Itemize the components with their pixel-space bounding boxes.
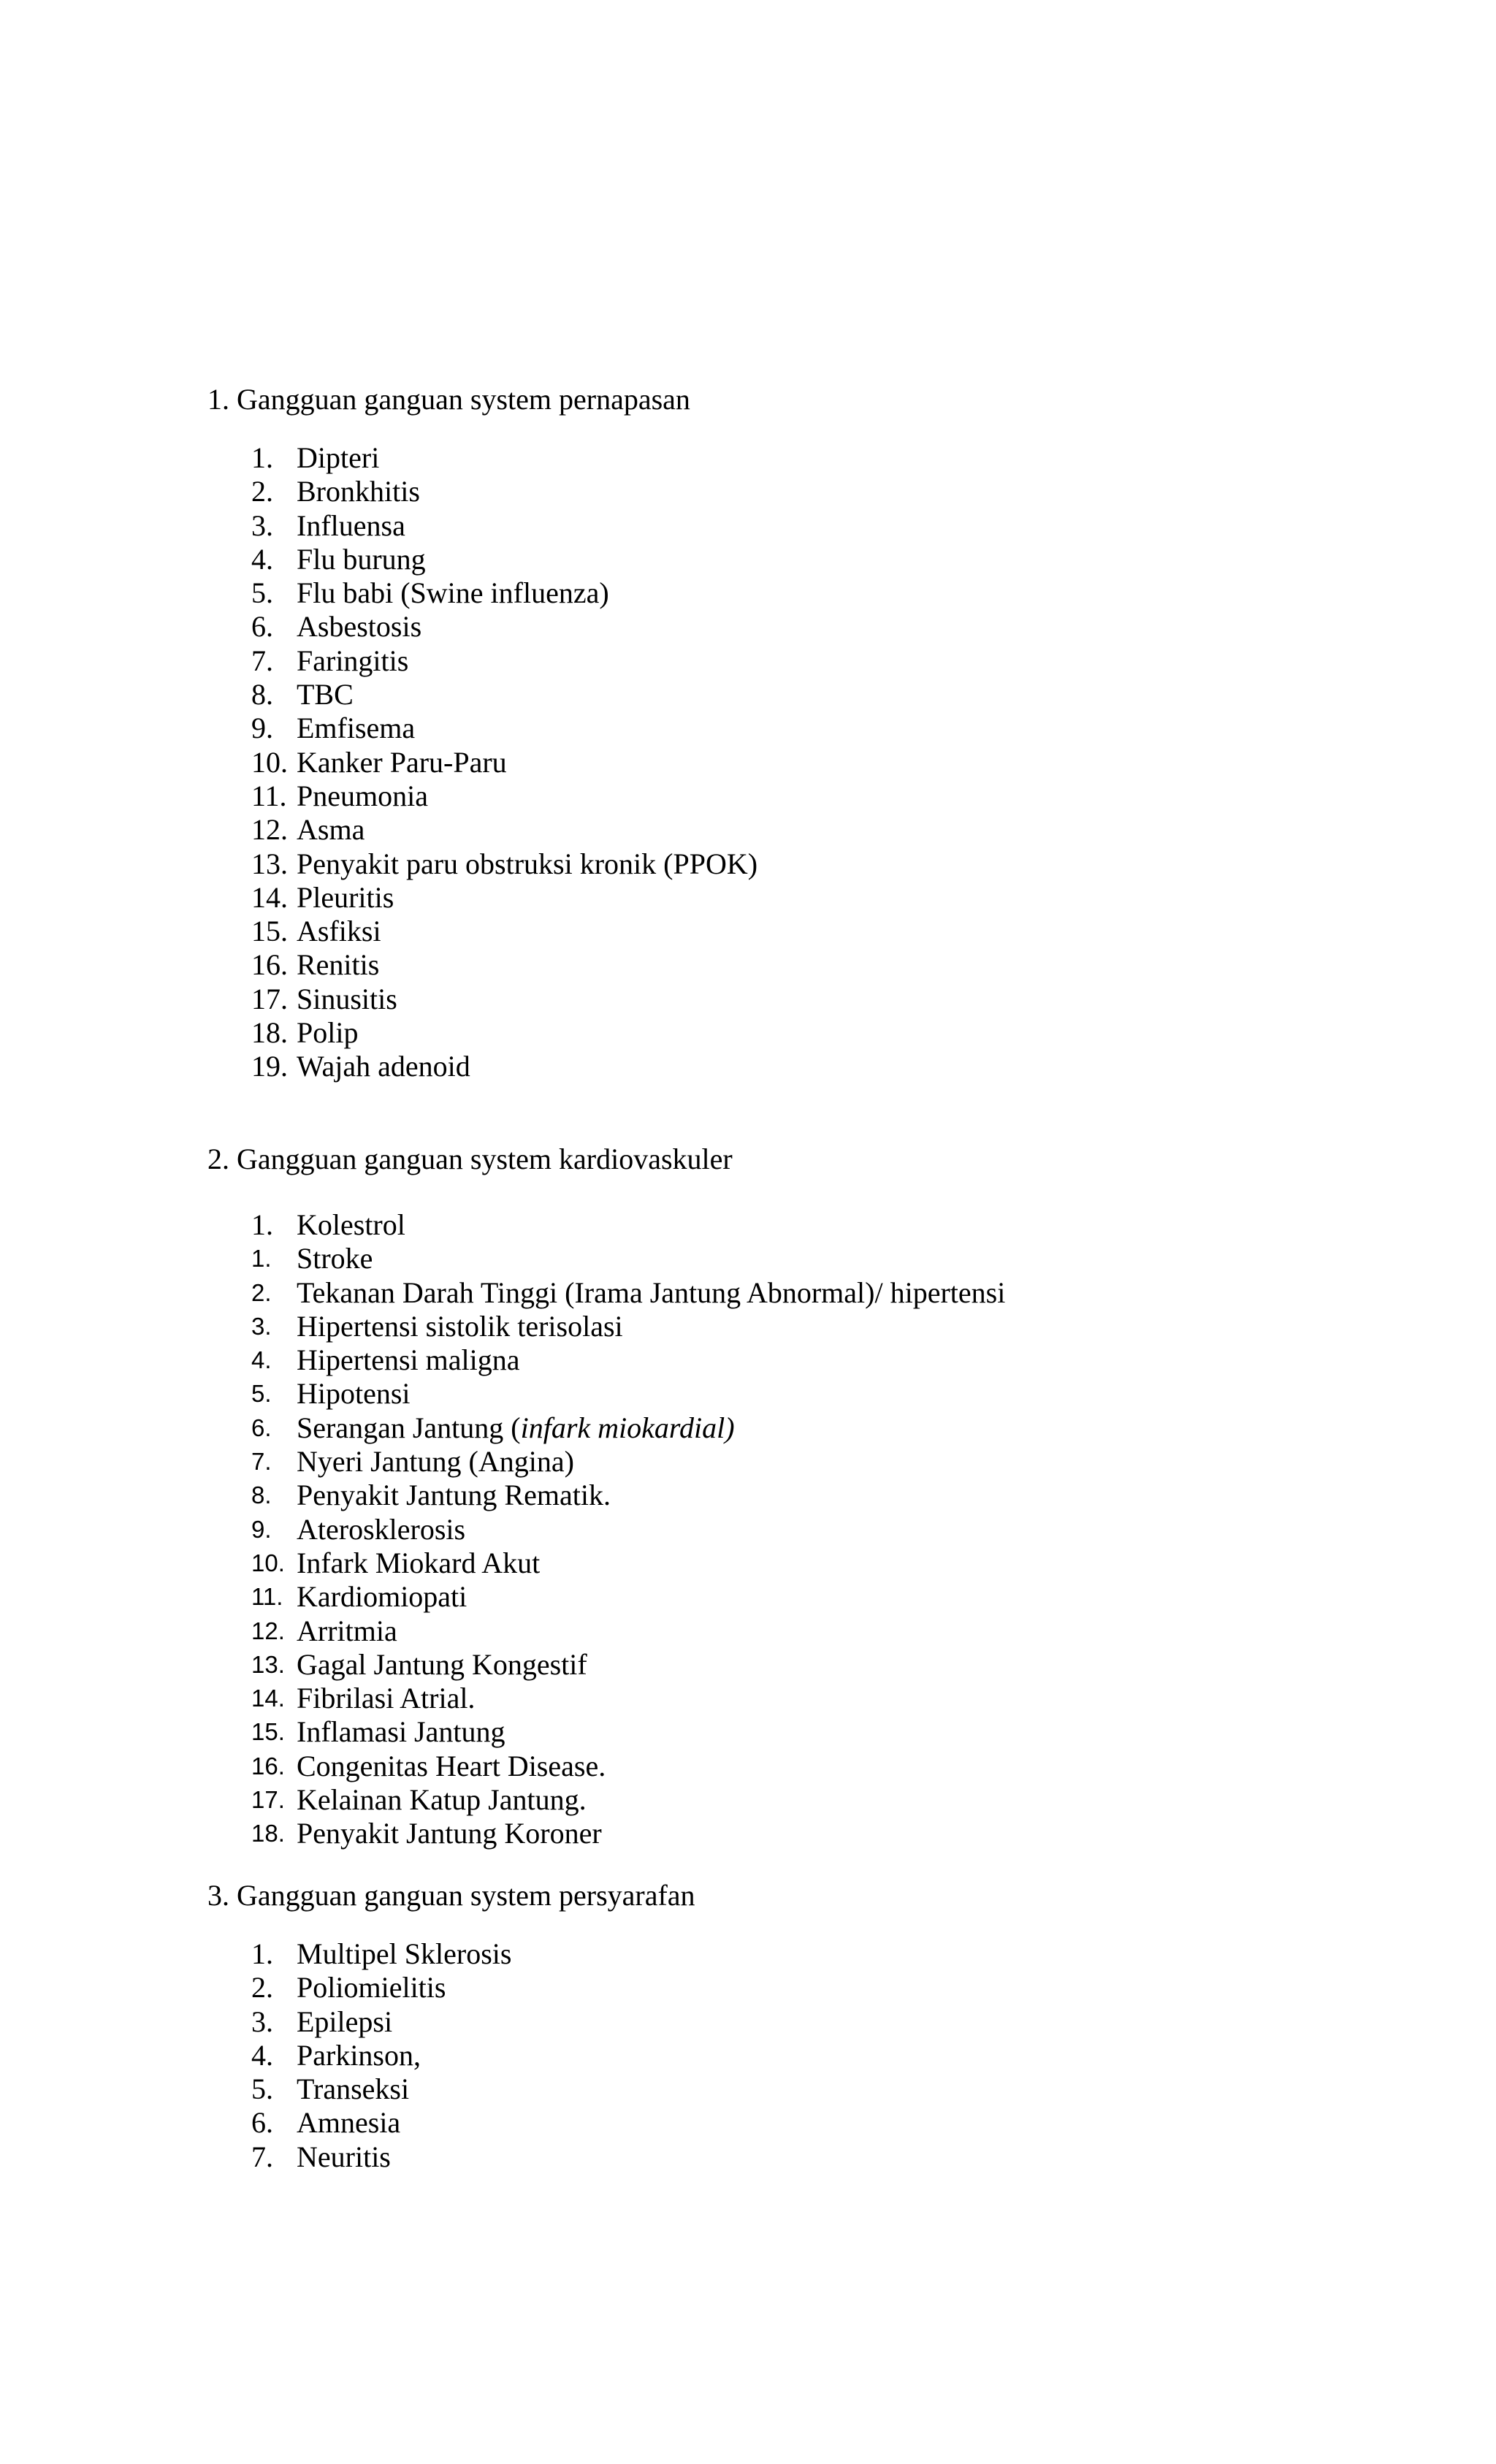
- item-label: [297, 1546, 540, 1580]
- item-label: [297, 2039, 421, 2072]
- item-label: [297, 712, 415, 745]
- item-label-text: Hipertensi maligna: [297, 1343, 520, 1377]
- item-label-text: Kanker Paru-Paru: [297, 745, 507, 779]
- item-number: 15.: [251, 915, 288, 948]
- item-label-text: Asfiksi: [297, 915, 381, 948]
- item-label-text: Penyakit paru obstruksi kronik (PPOK): [297, 847, 758, 880]
- item-label-text: Inflamasi Jantung: [297, 1715, 505, 1749]
- item-label-text: Aterosklerosis: [297, 1512, 466, 1546]
- item-label-text: Hipertensi sistolik terisolasi: [297, 1309, 623, 1343]
- item-number: 10.: [251, 1549, 285, 1576]
- item-label: [297, 1343, 519, 1377]
- item-label: [297, 2140, 391, 2174]
- item-label: [297, 1276, 1005, 1310]
- item-label: [297, 441, 379, 475]
- item-label-text: Arritmia: [297, 1614, 397, 1647]
- item-label: [297, 1580, 467, 1614]
- item-label-text: Pleuritis: [297, 880, 394, 914]
- item-number: 5.: [251, 2072, 273, 2106]
- item-label-text: Sinusitis: [297, 982, 397, 1015]
- item-number: 19.: [251, 1050, 288, 1083]
- item-number: 11.: [251, 779, 287, 812]
- item-number: 9.: [251, 1515, 272, 1543]
- item-label: [297, 1682, 475, 1715]
- item-number: 13.: [251, 1650, 285, 1678]
- item-number: 16.: [251, 1752, 285, 1780]
- item-label-text: Dipteri: [297, 441, 380, 474]
- item-label: [297, 576, 609, 610]
- section-title: 3. Gangguan ganguan system persyarafan: [207, 1879, 695, 1912]
- section-title: 1. Gangguan ganguan system pernapasan: [207, 383, 690, 416]
- section-respiratory: [207, 381, 1449, 1083]
- item-number: 5.: [251, 1380, 272, 1408]
- item-label: [297, 1310, 623, 1343]
- item-number: 5.: [251, 576, 273, 610]
- item-label: [297, 475, 420, 508]
- item-label: [297, 678, 354, 712]
- item-label: [297, 1242, 373, 1275]
- item-label-text: Pneumonia: [297, 779, 428, 812]
- item-number: 11.: [251, 1583, 283, 1611]
- item-label: [297, 1715, 505, 1749]
- item-label: [297, 948, 379, 982]
- item-label: [297, 813, 365, 847]
- item-number: 2.: [251, 1971, 273, 2005]
- item-label-text: Hipotensi: [297, 1377, 411, 1411]
- item-label-text: Asma: [297, 813, 365, 847]
- item-label: [297, 1937, 511, 1971]
- item-label: [297, 1817, 602, 1850]
- item-label: [297, 915, 381, 948]
- item-label: [297, 1411, 735, 1445]
- item-label: [297, 2072, 409, 2106]
- item-label-text: Renitis: [297, 948, 380, 982]
- section-title: 2. Gangguan ganguan system kardiovaskuler: [207, 1143, 733, 1175]
- item-label-text: Influensa: [297, 508, 405, 542]
- item-label-text: Fibrilasi Atrial.: [297, 1682, 476, 1715]
- item-label-text: Infark Miokard Akut: [297, 1546, 541, 1579]
- item-label: [297, 644, 408, 678]
- item-number: 13.: [251, 847, 288, 880]
- item-number: 12.: [251, 813, 288, 847]
- item-label: Kolestrol: [297, 1208, 405, 1241]
- item-number: 4.: [251, 542, 273, 576]
- item-label-italic: infark miokardial): [520, 1411, 735, 1444]
- item-label: [297, 1050, 470, 1083]
- item-number: 1.: [251, 1208, 273, 1241]
- item-label-text: Bronkhitis: [297, 475, 420, 508]
- item-label-text: Penyakit Jantung Koroner: [297, 1817, 602, 1850]
- item-number: 8.: [251, 678, 273, 712]
- item-label: [297, 1614, 397, 1648]
- item-label-text: Gagal Jantung Kongestif: [297, 1647, 587, 1681]
- item-label-text: TBC: [297, 678, 354, 712]
- item-label-text: Epilepsi: [297, 2005, 393, 2038]
- item-label: [297, 1016, 358, 1050]
- item-label: [297, 610, 421, 644]
- item-label: [297, 1971, 446, 2005]
- item-label-text: Penyakit Jantung Rematik.: [297, 1479, 611, 1512]
- item-label-text: Kardiomiopati: [297, 1580, 468, 1614]
- item-label: [297, 847, 757, 881]
- item-label-text: Flu burung: [297, 542, 426, 576]
- item-label: [297, 2106, 400, 2140]
- item-number: 7.: [251, 644, 273, 677]
- item-number: 17.: [251, 1786, 285, 1814]
- item-number: 3.: [251, 1312, 272, 1340]
- item-number: 1.: [251, 441, 273, 474]
- item-number: 16.: [251, 948, 288, 982]
- item-label: [297, 1783, 587, 1817]
- item-number: 1.: [251, 1937, 273, 1970]
- item-label-text: Transeksi: [297, 2072, 410, 2106]
- item-label: [297, 1479, 611, 1512]
- item-number: 17.: [251, 982, 288, 1015]
- item-number: 6.: [251, 610, 273, 644]
- item-label: [297, 983, 397, 1016]
- item-label-text: Stroke: [297, 1242, 373, 1275]
- item-number: 14.: [251, 880, 288, 914]
- item-label: [297, 1445, 574, 1479]
- item-label: [297, 509, 405, 543]
- item-label: [297, 1750, 606, 1783]
- item-label: [297, 2005, 392, 2039]
- item-label-text: Tekanan Darah Tinggi (Irama Jantung Abnormal)/ hipertensi: [297, 1275, 1006, 1309]
- item-label: [297, 543, 426, 576]
- item-number: 12.: [251, 1617, 285, 1644]
- item-number: 3.: [251, 508, 273, 542]
- item-label-text: Emfisema: [297, 712, 416, 745]
- section-nervous: [207, 1877, 1449, 2173]
- item-label: [297, 881, 394, 915]
- item-label: [297, 779, 428, 813]
- item-label-text: Asbestosis: [297, 610, 422, 644]
- item-number: 3.: [251, 2005, 273, 2038]
- item-label-text: Serangan Jantung (: [297, 1411, 521, 1444]
- section-cardiovascular: [207, 1141, 1449, 1850]
- item-number: 8.: [251, 1481, 272, 1509]
- item-label: [297, 1648, 587, 1682]
- item-label-text: Polip: [297, 1016, 359, 1050]
- item-label-text: Amnesia: [297, 2106, 401, 2140]
- item-number: 10.: [251, 745, 288, 779]
- item-label-text: Wajah adenoid: [297, 1050, 470, 1083]
- item-number: 2.: [251, 475, 273, 508]
- item-number: 18.: [251, 1016, 288, 1050]
- item-label-text: Parkinson,: [297, 2038, 421, 2072]
- item-number: 7.: [251, 1448, 272, 1476]
- item-label-text: Poliomielitis: [297, 1971, 446, 2005]
- item-label-text: Multipel Sklerosis: [297, 1937, 512, 1970]
- item-number: 4.: [251, 2038, 273, 2072]
- item-label: [297, 1513, 465, 1546]
- item-label-text: Faringitis: [297, 644, 409, 677]
- item-number: 6.: [251, 1414, 272, 1441]
- item-number: 9.: [251, 712, 273, 745]
- item-number: 2.: [251, 1278, 272, 1306]
- item-number: 14.: [251, 1685, 285, 1712]
- item-number: 7.: [251, 2140, 273, 2173]
- item-label-text: Flu babi (Swine influenza): [297, 576, 609, 610]
- item-number: 6.: [251, 2106, 273, 2140]
- item-number: 15.: [251, 1718, 285, 1746]
- item-label-text: Neuritis: [297, 2140, 391, 2173]
- item-label-text: Congenitas Heart Disease.: [297, 1749, 606, 1782]
- item-number: 4.: [251, 1346, 272, 1374]
- item-label: [297, 746, 507, 779]
- item-label-text: Kelainan Katup Jantung.: [297, 1783, 587, 1817]
- item-label: [297, 1377, 411, 1411]
- item-number: 1.: [251, 1245, 272, 1273]
- item-label-text: Nyeri Jantung (Angina): [297, 1445, 574, 1479]
- item-number: 18.: [251, 1820, 285, 1847]
